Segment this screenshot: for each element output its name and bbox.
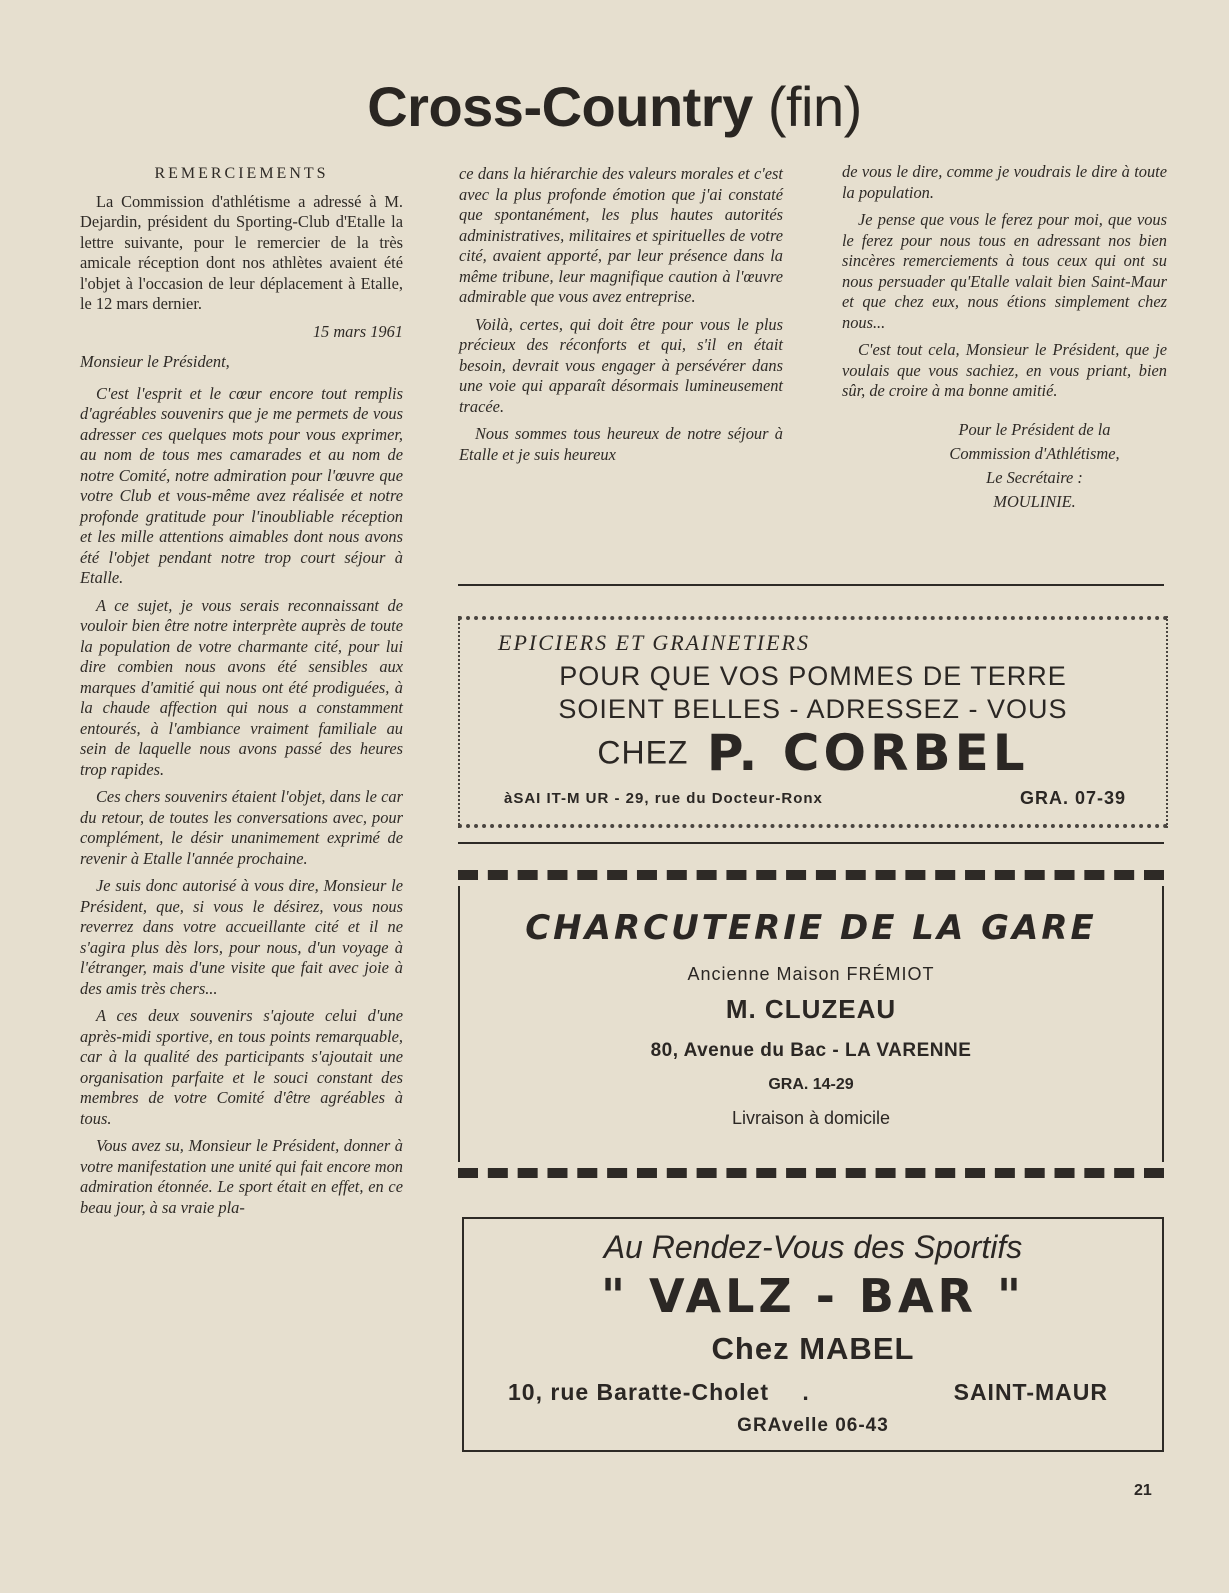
ad-valzbar-address [508,1379,810,1406]
page-number: 21 [1134,1482,1152,1499]
ad-corbel-chez: CHEZ [597,734,689,771]
letter-paragraph: Ces chers souvenirs étaient l'objet, dans le car du retour, de toutes les conversations avec, pour complément, le désir unanimement exprimé de revenir à Etalle l'année prochaine. [80,787,403,868]
divider-rule [458,842,1164,844]
article-heading: REMERCIEMENTS [154,165,329,182]
divider-rule [458,584,1164,586]
ad-corbel [458,616,1168,828]
letter-paragraph: de vous le dire, comme je voudrais le dire à toute la population. [842,162,1167,202]
ad-corbel-slogan [460,660,1166,726]
signature-line: Pour le Président de la [958,419,1111,439]
ad-charcuterie-address: 80, Avenue du Bac - LA VARENNE [650,1040,972,1061]
signature-line: Commission d'Athlétisme, [949,443,1120,463]
ad-charcuterie-name: CHARCUTERIE DE LA GARE [525,908,1097,948]
signature-name: MOULINIE. [993,491,1076,511]
article-column-1 [80,164,403,1225]
letter-paragraph: Je suis donc autorisé à vous dire, Monsieur le Président, que, si vous le désirez, vous nous reverrez dans votre accueillante cité et il ne s'agira plus dès lors, pour nous, d'un voyage à l'étranger, mais d'une visite que fait avec joie à des amis très chers... [80,876,403,998]
ad-corbel-name: P. CORBEL [706,724,1029,782]
letter-paragraph: Nous sommes tous heureux de notre séjour à Etalle et je suis heureux [459,424,783,464]
ad-charcuterie [458,870,1164,1178]
ad-charcuterie-delivery: Livraison à domicile [731,1108,891,1128]
page-title [0,74,1229,140]
ad-corbel-address: àSAI IT-M UR - 29, rue du Docteur-Ronx [504,790,823,807]
signature-line: Le Secrétaire : [986,467,1083,487]
letter-paragraph: ce dans la hiérarchie des valeurs morales et c'est avec la plus profonde émotion que j'ai constaté que spontanément, les plus hautes autorités administratives, militaires et spirituelles de votre cité, avaient apporté, par leur présence dans la même tribune, leur magnifique caution à l'œuvre admirable que vous avez entreprise. [459,164,783,306]
article-intro: La Commission d'athlétisme a adressé à M. Dejardin, président du Sporting-Club d'Etalle la lettre suivante, pour le remercier de la très amicale réception dont nos athlètes avaient été l'objet à l'occasion de leur déplacement à Etalle, le 12 mars dernier. [80,191,403,313]
ad-charcuterie-former: Ancienne Maison FRÉMIOT [687,964,935,984]
ad-charcuterie-owner: M. CLUZEAU [725,994,897,1024]
title-main: Cross-Country [367,75,753,138]
article-column-2 [459,164,783,472]
ad-valzbar-city: SAINT-MAUR [953,1379,1108,1405]
letter-paragraph: C'est l'esprit et le cœur encore tout remplis d'agréables souvenirs que je me permets de vous adresser ces quelques mots pour vous exprimer, au nom de tous mes camarades et au nom de notre Comité, notre admiration pour l'œuvre que votre Club et vous-même avez réalisée et notre profonde gratitude pour l'inoubliable réception et les mille attentions aimables dont nous avons été l'objet pendant notre trop court séjour à Etalle. [80,383,403,587]
ad-valzbar [462,1217,1164,1452]
ad-corbel-phone: GRA. 07-39 [1019,788,1126,808]
letter-date: 15 mars 1961 [312,321,403,341]
ad-valzbar-name: " VALZ - BAR " [601,1269,1025,1323]
ad-valzbar-separator: . [802,1379,810,1405]
letter-paragraph: Vous avez su, Monsieur le Président, donner à votre manifestation une unité qui fait encore mon admiration étonnée. Le sport était en effet, en ce beau jour, à sa vraie pla- [80,1136,403,1217]
letter-paragraph: A ce sujet, je vous serais reconnaissant de vouloir bien être notre interprète auprès de toute la population de votre charmante cité, pour lui dire combien nous avons été sensibles aux marques d'amitié qui nous ont été prodiguées, à la chaude affection qui nous a constamment entourés, à l'ambiance vraiment familiale au sein de laquelle nous avons passé des heures trop rapides. [80,595,403,779]
ad-valzbar-street: 10, rue Baratte-Cholet [508,1379,770,1405]
article-column-3 [842,162,1167,514]
ad-valzbar-chez: Chez MABEL [711,1331,915,1366]
ad-charcuterie-phone: GRA. 14-29 [768,1076,854,1093]
letter-salutation: Monsieur le Président, [80,352,230,371]
letter-paragraph: C'est tout cela, Monsieur le Président, que je voulais que vous sachiez, en vous priant, bien sûr, de croire à ma bonne amitié. [842,340,1167,400]
ad-corbel-line2: SOIENT BELLES - ADRESSEZ - VOUS [558,694,1068,724]
ad-corbel-tagline: EPICIERS ET GRAINETIERS [498,630,810,655]
letter-paragraph: Je pense que vous le ferez pour moi, que vous le ferez pour nous tous en adressant nos bien sincères remerciements à tous ceux qui ont su nous persuader qu'Etalle valait bien Saint-Maur et que chez eux, nous étions simplement chez nous... [842,210,1167,332]
ad-corbel-line1: POUR QUE VOS POMMES DE TERRE [559,661,1067,691]
ad-valzbar-tagline: Au Rendez-Vous des Sportifs [603,1229,1023,1265]
title-suffix: (fin) [767,75,862,138]
letter-paragraph: A ces deux souvenirs s'ajoute celui d'une après-midi sportive, en tous points remarquable, car à la qualité des participants s'ajoutait une organisation parfaite et le souci constant des membres de votre Comité d'être agréables à tous. [80,1006,403,1128]
ad-corbel-name-block [460,724,1166,782]
ad-valzbar-phone: GRAvelle 06-43 [737,1415,889,1436]
letter-paragraph: Voilà, certes, qui doit être pour vous le plus précieux des réconforts et qui, s'il en était besoin, devrait vous engager à persévérer dans une voie qui apparaît désormais lumineusement tracée. [459,314,783,416]
